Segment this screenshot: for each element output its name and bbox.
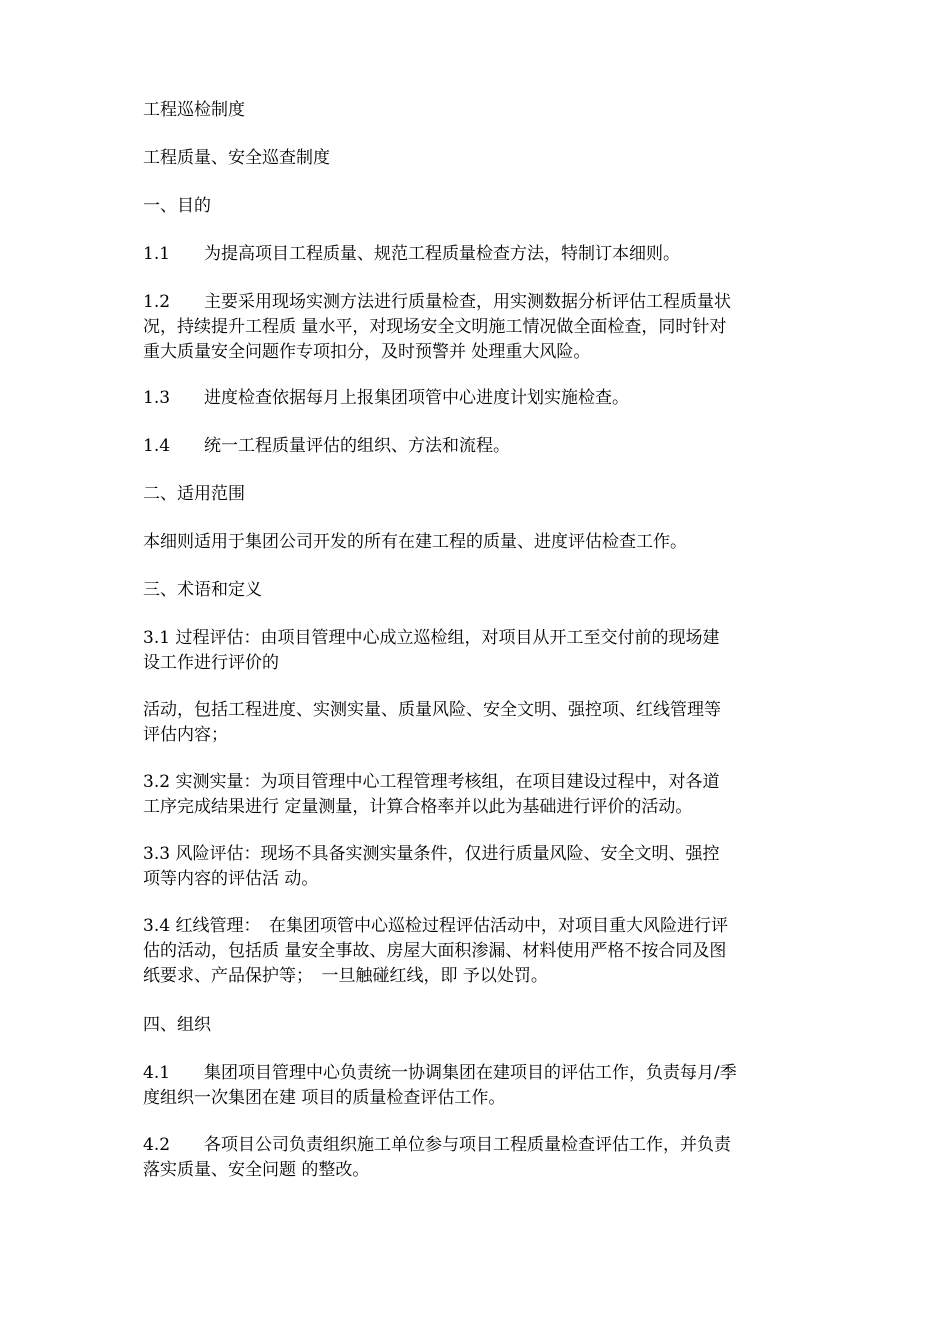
text-line: 工序完成结果进行 定量测量，计算合格率并以此为基础进行评价的活动。 bbox=[143, 797, 693, 817]
section-heading-scope bbox=[143, 482, 815, 507]
paragraph-1-1 bbox=[143, 242, 815, 267]
paragraph-3-2 bbox=[143, 770, 815, 820]
text-line: 四、组织 bbox=[143, 1015, 211, 1035]
paragraph-3-1a bbox=[143, 626, 815, 676]
text-line: 3.2 实测实量：为项目管理中心工程管理考核组，在项目建设过程中，对各道 bbox=[143, 772, 720, 792]
text-line: 1.2 主要采用现场实测方法进行质量检查，用实测数据分析评估工程质量状 bbox=[143, 292, 732, 312]
document-subtitle bbox=[143, 146, 815, 171]
text-line: 度组织一次集团在建 项目的质量检查评估工作。 bbox=[143, 1088, 506, 1108]
text-line: 4.2 各项目公司负责组织施工单位参与项目工程质量检查评估工作，并负责 bbox=[143, 1135, 732, 1155]
paragraph-2 bbox=[143, 530, 815, 555]
text-line: 3.3 风险评估：现场不具备实测实量条件，仅进行质量风险、安全文明、强控 bbox=[143, 844, 720, 864]
text-line: 纸要求、产品保护等； 一旦触碰红线，即 予以处罚。 bbox=[143, 966, 548, 986]
paragraph-1-4 bbox=[143, 434, 815, 459]
paragraph-3-4 bbox=[143, 914, 815, 989]
section-heading-purpose bbox=[143, 194, 815, 219]
text-line: 设工作进行评价的 bbox=[143, 653, 279, 673]
text-line: 项等内容的评估活 动。 bbox=[143, 869, 319, 889]
text-line: 本细则适用于集团公司开发的所有在建工程的质量、进度评估检查工作。 bbox=[143, 532, 687, 552]
text-line: 3.1 过程评估：由项目管理中心成立巡检组，对项目从开工至交付前的现场建 bbox=[143, 628, 720, 648]
section-heading-organization bbox=[143, 1013, 815, 1038]
paragraph-1-2 bbox=[143, 290, 815, 365]
paragraph-1-3 bbox=[143, 386, 815, 411]
document-title bbox=[143, 98, 815, 123]
text-line: 三、术语和定义 bbox=[143, 580, 262, 600]
text-line: 1.1 为提高项目工程质量、规范工程质量检查方法，特制订本细则。 bbox=[143, 244, 681, 264]
text-line: 一、目的 bbox=[143, 196, 211, 216]
paragraph-3-3 bbox=[143, 842, 815, 892]
paragraph-4-1 bbox=[143, 1061, 815, 1111]
text-line: 落实质量、安全问题 的整改。 bbox=[143, 1160, 370, 1180]
section-heading-definitions bbox=[143, 578, 815, 603]
text-line: 估的活动，包括质 量安全事故、房屋大面积渗漏、材料使用严格不按合同及图 bbox=[143, 941, 727, 961]
text-line: 工程巡检制度 bbox=[143, 100, 245, 120]
text-line: 1.3 进度检查依据每月上报集团项管中心进度计划实施检查。 bbox=[143, 388, 630, 408]
text-line: 活动，包括工程进度、实测实量、质量风险、安全文明、强控项、红线管理等 bbox=[143, 700, 721, 720]
text-line: 4.1 集团项目管理中心负责统一协调集团在建项目的评估工作，负责每月/季 bbox=[143, 1063, 737, 1083]
text-line: 1.4 统一工程质量评估的组织、方法和流程。 bbox=[143, 436, 511, 456]
text-line: 工程质量、安全巡查制度 bbox=[143, 148, 330, 168]
text-line: 况，持续提升工程质 量水平，对现场安全文明施工情况做全面检查，同时针对 bbox=[143, 317, 727, 337]
text-line: 二、适用范围 bbox=[143, 484, 245, 504]
paragraph-3-1b bbox=[143, 698, 815, 748]
text-line: 评估内容； bbox=[143, 725, 228, 745]
text-line: 重大质量安全问题作专项扣分，及时预警并 处理重大风险。 bbox=[143, 342, 591, 362]
paragraph-4-2 bbox=[143, 1133, 815, 1183]
text-line: 3.4 红线管理： 在集团项管中心巡检过程评估活动中，对项目重大风险进行评 bbox=[143, 916, 728, 936]
